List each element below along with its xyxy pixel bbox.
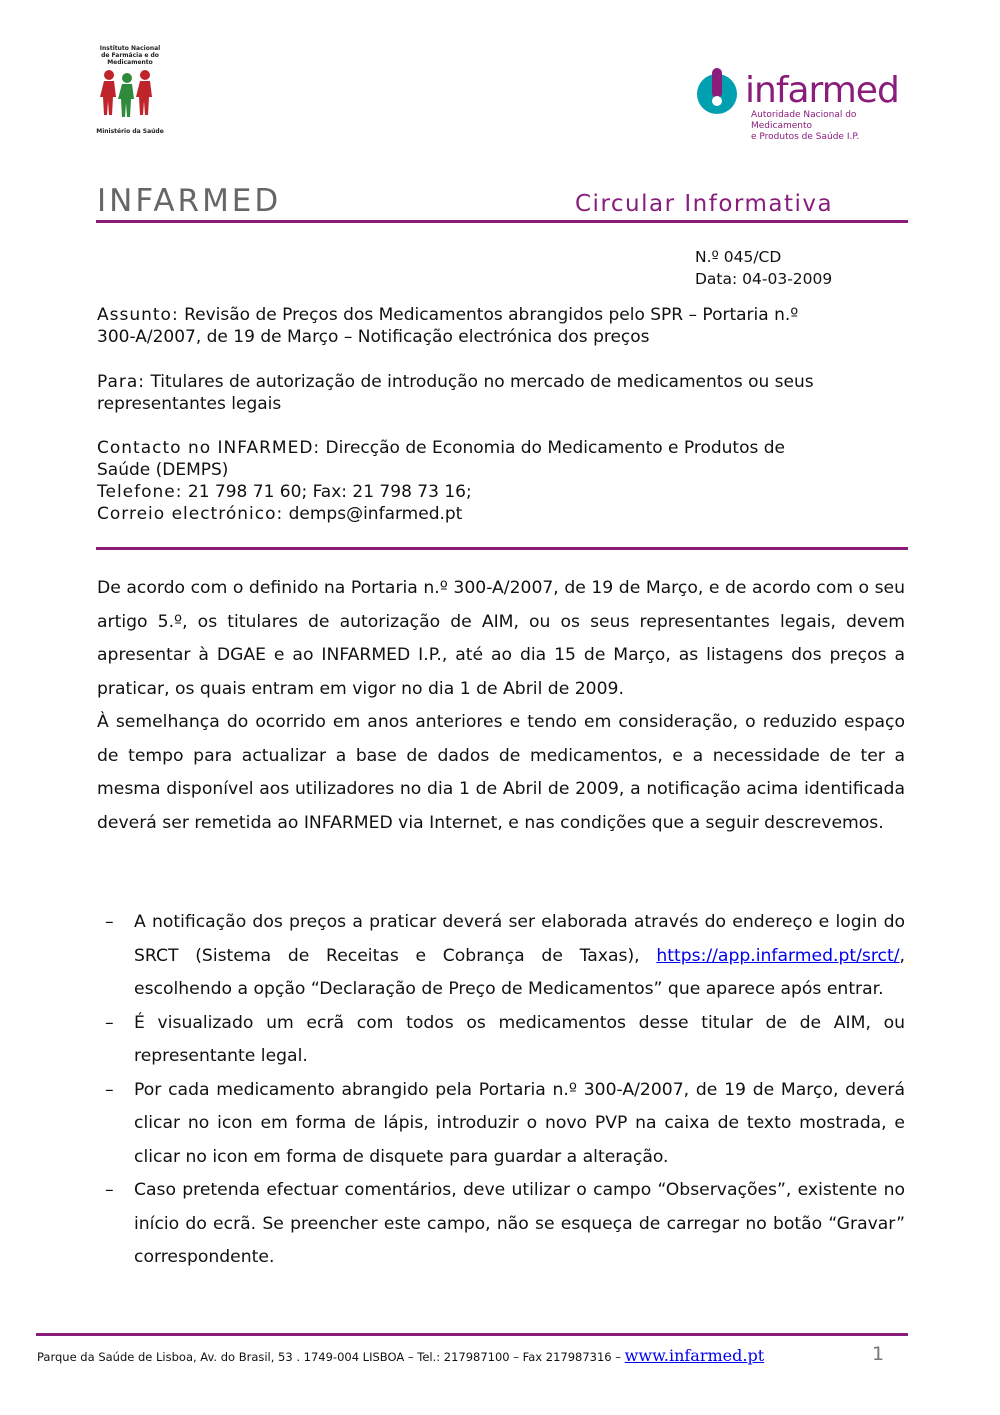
list-item: – Caso pretenda efectuar comentários, deve utilizar o campo “Observações”, existente no início do ecrã. Se preencher este campo, não se esqueça de carregar no botão “Gravar” correspondente. <box>97 1174 905 1275</box>
infarmed-brand-subtitle: Autoridade Nacional do Medicamento e Produtos de Saúde I.P. <box>751 110 860 142</box>
infarmed-logo <box>695 62 899 142</box>
instructions-list <box>97 906 905 1275</box>
list-item: – A notificação dos preços a praticar deverá ser elaborada através do endereço e login do SRCT (Sistema de Receitas e Cobrança de Taxas), https://app.infarmed.pt/srct/, escolhendo a opção “Declaração de Preço de Medicamentos” que aparece após entrar. <box>97 906 905 1007</box>
page-number: 1 <box>872 1343 885 1365</box>
circular-meta <box>695 246 832 290</box>
dash-bullet: – <box>105 1180 114 1200</box>
infarmed-drop-logo-icon <box>695 68 745 118</box>
para-text-line2: representantes legais <box>97 394 282 414</box>
ministerio-logo <box>95 45 165 137</box>
contacto-text-line2: Saúde (DEMPS) <box>97 460 229 480</box>
assunto-text-line2: 300-A/2007, de 19 de Março – Notificação electrónica dos preços <box>97 327 650 347</box>
document-type: Circular Informativa <box>575 191 834 217</box>
header-divider <box>96 220 908 223</box>
human-figures-logo-icon <box>95 67 165 125</box>
para-block <box>97 371 897 415</box>
dash-bullet: – <box>105 1012 114 1033</box>
info-divider <box>96 547 908 550</box>
list-item: – Por cada medicamento abrangido pela Portaria n.º 300-A/2007, de 19 de Março, deverá clicar no icon em forma de lápis, introduzir o novo PVP na caixa de texto mostrada, e clicar no icon em forma de disquete para guardar a alteração. <box>97 1074 905 1175</box>
correio-label: Correio electrónico: <box>97 504 284 524</box>
website-link[interactable]: www.infarmed.pt <box>624 1346 765 1365</box>
assunto-label: Assunto: <box>97 305 179 325</box>
footer-address: Parque da Saúde de Lisboa, Av. do Brasil, 53 . 1749-004 LISBOA – Tel.: 217987100 – Fax 217987316 – www.infarmed.pt <box>37 1346 765 1365</box>
dash-bullet: – <box>105 912 114 932</box>
contacto-block <box>97 437 897 525</box>
circular-date: Data: 04-03-2009 <box>695 270 833 288</box>
telefone-value: 21 798 71 60; Fax: 21 798 73 16; <box>182 482 472 502</box>
assunto-text: Revisão de Preços dos Medicamentos abrangidos pelo SPR – Portaria n.º <box>178 305 799 325</box>
telefone-label: Telefone: <box>97 482 183 502</box>
list-item: – É visualizado um ecrã com todos os medicamentos desse titular de de AIM, ou representante legal. <box>97 1007 905 1074</box>
dash-bullet: – <box>105 1079 114 1100</box>
contacto-label: Contacto no INFARMED: <box>97 438 321 458</box>
infarmed-brand-text: infarmed <box>745 70 899 111</box>
ministerio-logo-top-text: Instituto Nacional de Farmácia e do Medicamento <box>99 45 161 66</box>
footer-divider <box>36 1333 908 1336</box>
ministerio-logo-bottom-text: Ministério da Saúde <box>96 128 164 135</box>
correio-value: demps@infarmed.pt <box>283 504 463 524</box>
circular-number: N.º 045/CD <box>695 248 782 266</box>
para-label: Para: <box>97 372 146 392</box>
body-paragraph-2: À semelhança do ocorrido em anos anteriores e tendo em consideração, o reduzido espaço de tempo para actualizar a base de dados de medicamentos, e a necessidade de ter a mesma disponível aos utilizadores no dia 1 de Abril de 2009, a notificação acima identificada deverá ser remetida ao INFARMED via Internet, e nas condições que a seguir descrevemos. <box>97 712 905 833</box>
assunto-block <box>97 304 897 348</box>
document-header-title: INFARMED <box>97 183 282 219</box>
contacto-text: Direcção de Economia do Medicamento e Produtos de <box>320 438 786 458</box>
body-paragraph-1: De acordo com o definido na Portaria n.º 300-A/2007, de 19 de Março, e de acordo com o seu artigo 5.º, os titulares de autorização de AIM, ou os seus representantes legais, devem apresentar à DGAE e ao INFARMED I.P., até ao dia 15 de Março, as listagens dos preços a praticar, os quais entram em vigor no dia 1 de Abril de 2009. <box>97 578 905 699</box>
srct-link[interactable]: https://app.infarmed.pt/srct/ <box>656 945 900 966</box>
para-text: Titulares de autorização de introdução no mercado de medicamentos ou seus <box>145 372 814 392</box>
